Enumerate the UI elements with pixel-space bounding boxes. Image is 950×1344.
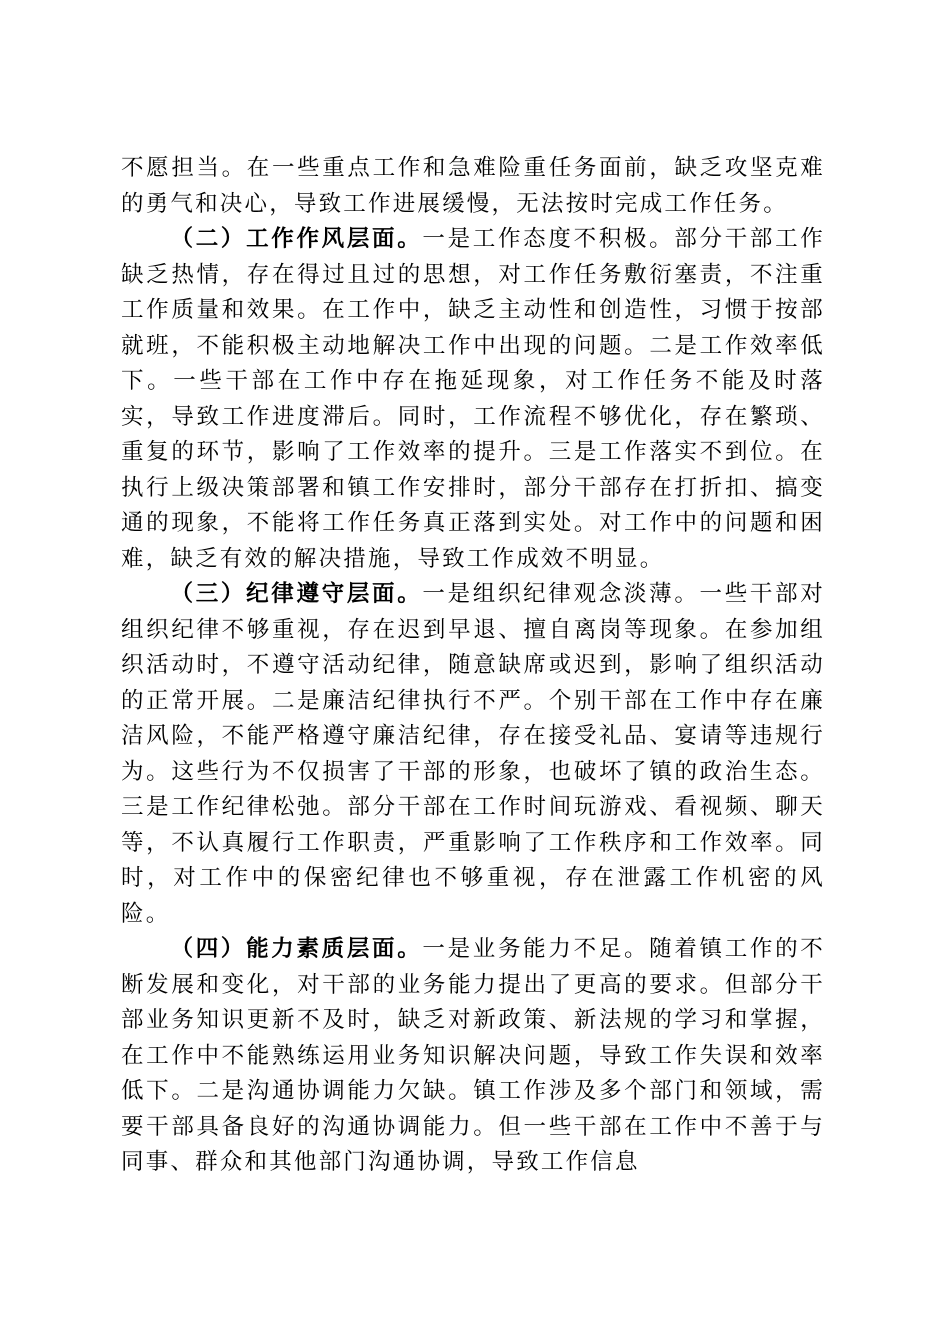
paragraph-text: 一是组织纪律观念淡薄。一些干部对组织纪律不够重视，存在迟到早退、擅自离岗等现象。在参加组织活动时，不遵守活动纪律，随意缺席或迟到，影响了组织活动的正常开展。二是廉洁纪律执行不严。个别干部在工作中存在廉洁风险，不能严格遵守廉洁纪律，存在接受礼品、宴请等违规行为。这些行为不仅损害了干部的形象，也破坏了镇的政治生态。三是工作纪律松弛。部分干部在工作时间玩游戏、看视频、聊天等，不认真履行工作职责，严重影响了工作秩序和工作效率。同时，对工作中的保密纪律也不够重视，存在泄露工作机密的风险。 <box>121 581 825 927</box>
section-heading: （二）工作作风层面。 <box>170 226 423 252</box>
paragraph-text: 一是工作态度不积极。部分干部工作缺乏热情，存在得过且过的思想，对工作任务敷衍塞责，不注重工作质量和效果。在工作中，缺乏主动性和创造性，习惯于按部就班，不能积极主动地解决工作中出现的问题。二是工作效率低下。一些干部在工作中存在拖延现象，对工作任务不能及时落实，导致工作进度滞后。同时，工作流程不够优化，存在繁琐、重复的环节，影响了工作效率的提升。三是工作落实不到位。在执行上级决策部署和镇工作安排时，部分干部存在打折扣、搞变通的现象，不能将工作任务真正落到实处。对工作中的问题和困难，缺乏有效的解决措施，导致工作成效不明显。 <box>121 226 825 572</box>
paragraph-text: 一是业务能力不足。随着镇工作的不断发展和变化，对干部的业务能力提出了更高的要求。但部分干部业务知识更新不及时，缺乏对新政策、新法规的学习和掌握，在工作中不能熟练运用业务知识解决问题，导致工作失误和效率低下。二是沟通协调能力欠缺。镇工作涉及多个部门和领域，需要干部具备良好的沟通协调能力。但一些干部在工作中不善于与同事、群众和其他部门沟通协调，导致工作信息 <box>121 936 825 1175</box>
paragraph-work-style <box>121 222 825 577</box>
section-heading: （四）能力素质层面。 <box>170 936 423 962</box>
document-body <box>121 151 825 1181</box>
paragraph-continuation <box>121 151 825 222</box>
paragraph-discipline <box>121 577 825 932</box>
section-heading: （三）纪律遵守层面。 <box>170 581 423 607</box>
paragraph-ability <box>121 932 825 1181</box>
paragraph-text: 不愿担当。在一些重点工作和急难险重任务面前，缺乏攻坚克难的勇气和决心，导致工作进展缓慢，无法按时完成工作任务。 <box>121 155 825 217</box>
